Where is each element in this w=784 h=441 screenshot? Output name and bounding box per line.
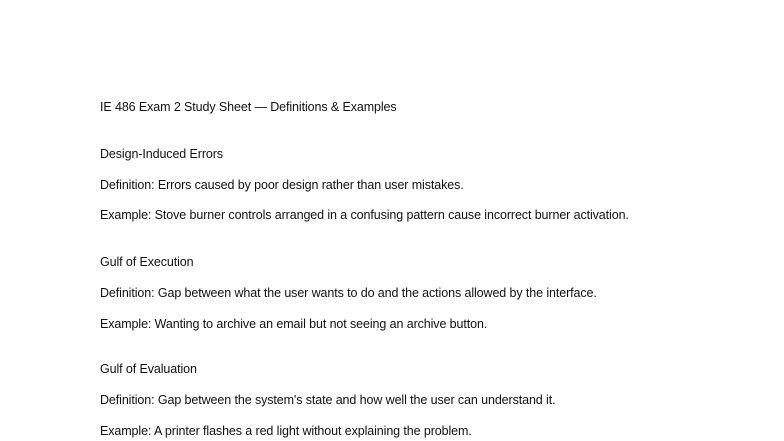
section-example-gulf-of-execution: Example: Wanting to archive an email but not seeing an archive button.	[100, 317, 488, 331]
section-definition-gulf-of-evaluation: Definition: Gap between the system's state and how well the user can understand it.	[100, 393, 556, 407]
section-definition-design-induced-errors: Definition: Errors caused by poor design rather than user mistakes.	[100, 178, 464, 192]
section-example-design-induced-errors: Example: Stove burner controls arranged in a confusing pattern cause incorrect burner activation.	[100, 208, 629, 222]
document-title: IE 486 Exam 2 Study Sheet — Definitions & Examples	[100, 100, 397, 114]
section-heading-gulf-of-execution: Gulf of Execution	[100, 255, 194, 269]
section-example-gulf-of-evaluation: Example: A printer flashes a red light without explaining the problem.	[100, 424, 472, 438]
section-heading-design-induced-errors: Design-Induced Errors	[100, 147, 223, 161]
section-definition-gulf-of-execution: Definition: Gap between what the user wants to do and the actions allowed by the interface.	[100, 286, 597, 300]
section-heading-gulf-of-evaluation: Gulf of Evaluation	[100, 362, 197, 376]
